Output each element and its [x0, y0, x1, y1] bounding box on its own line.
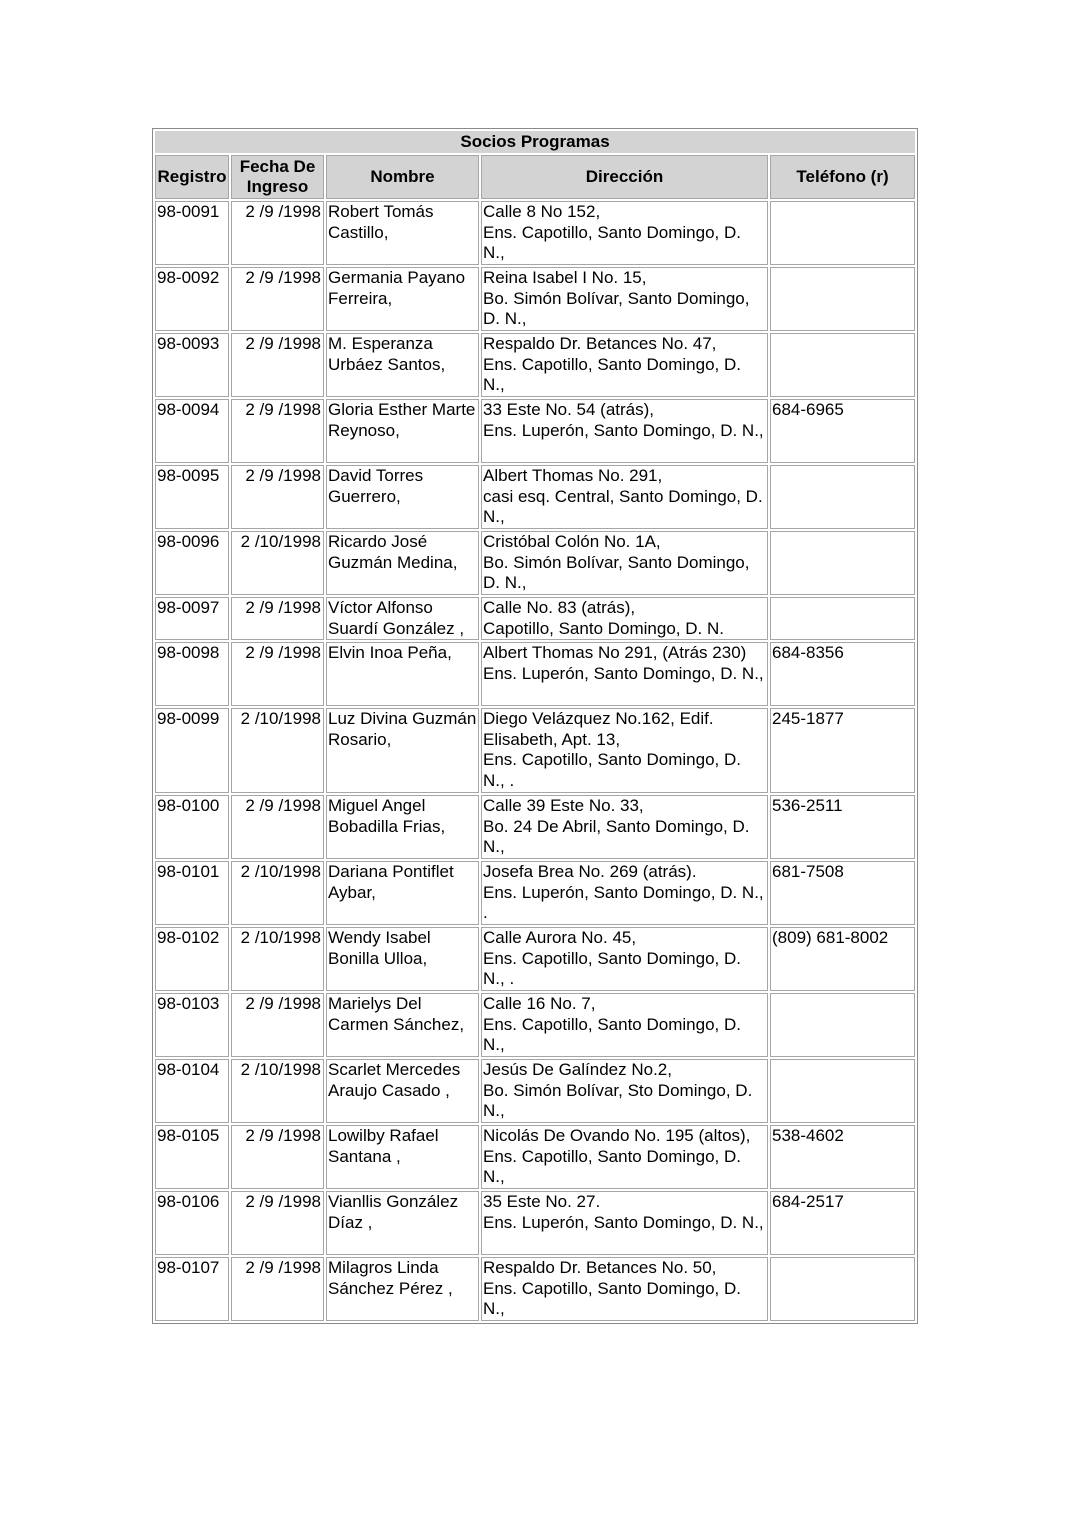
- cell-direccion: [481, 708, 768, 793]
- table-row: [155, 333, 915, 397]
- cell-telefono: [770, 531, 915, 595]
- cell-telefono: (809) 681-8002: [770, 927, 915, 991]
- cell-nombre: Dariana Pontiflet Aybar,: [326, 861, 479, 925]
- cell-nombre: Víctor Alfonso Suardí González ,: [326, 597, 479, 640]
- cell-registro: 98-0104: [155, 1059, 229, 1123]
- cell-nombre: M. Esperanza Urbáez Santos,: [326, 333, 479, 397]
- address-line-2: Bo. Simón Bolívar, Santo Domingo, D. N.,: [483, 288, 750, 328]
- cell-direccion: [481, 1125, 768, 1189]
- address-line-1: Nicolás De Ovando No. 195 (altos),: [483, 1126, 751, 1145]
- address-line-1: Albert Thomas No. 291,: [483, 466, 663, 485]
- cell-direccion: [481, 267, 768, 331]
- cell-telefono: [770, 333, 915, 397]
- cell-fecha: 2 /9 /1998: [231, 597, 324, 640]
- address-line-1: Calle Aurora No. 45,: [483, 928, 637, 947]
- cell-telefono: [770, 465, 915, 529]
- address-line-1: Calle 39 Este No. 33,: [483, 796, 644, 815]
- cell-direccion: [481, 927, 768, 991]
- cell-telefono: [770, 201, 915, 265]
- table-row: [155, 795, 915, 859]
- cell-fecha: 2 /9 /1998: [231, 642, 324, 706]
- cell-nombre: Scarlet Mercedes Araujo Casado ,: [326, 1059, 479, 1123]
- address-line-2: Ens. Capotillo, Santo Domingo, D. N.,: [483, 354, 741, 394]
- table-row: [155, 399, 915, 463]
- cell-fecha: 2 /9 /1998: [231, 1191, 324, 1255]
- table-row: [155, 1191, 915, 1255]
- address-line-1: Josefa Brea No. 269 (atrás).: [483, 862, 697, 881]
- cell-fecha: 2 /10/1998: [231, 927, 324, 991]
- table-row: [155, 993, 915, 1057]
- address-line-1: Albert Thomas No 291, (Atrás 230): [483, 643, 747, 662]
- cell-fecha: 2 /10/1998: [231, 708, 324, 793]
- address-line-1: Diego Velázquez No.162, Edif. Elisabeth, Apt. 13,: [483, 709, 714, 749]
- cell-fecha: 2 /9 /1998: [231, 993, 324, 1057]
- address-line-1: Calle 16 No. 7,: [483, 994, 596, 1013]
- cell-nombre: Wendy Isabel Bonilla Ulloa,: [326, 927, 479, 991]
- cell-telefono: [770, 267, 915, 331]
- cell-registro: 98-0106: [155, 1191, 229, 1255]
- table-row: [155, 531, 915, 595]
- cell-direccion: [481, 531, 768, 595]
- cell-fecha: 2 /9 /1998: [231, 465, 324, 529]
- table-row: [155, 267, 915, 331]
- address-line-2: Ens. Capotillo, Santo Domingo, D. N.,: [483, 1014, 741, 1054]
- table-row: [155, 708, 915, 793]
- socios-table: [152, 128, 918, 1324]
- cell-telefono: 684-6965: [770, 399, 915, 463]
- cell-nombre: Gloria Esther Marte Reynoso,: [326, 399, 479, 463]
- cell-telefono: 684-2517: [770, 1191, 915, 1255]
- address-line-1: Jesús De Galíndez No.2,: [483, 1060, 672, 1079]
- cell-registro: 98-0105: [155, 1125, 229, 1189]
- address-line-2: Ens. Capotillo, Santo Domingo, D. N., .: [483, 750, 741, 790]
- cell-direccion: [481, 1191, 768, 1255]
- cell-direccion: [481, 861, 768, 925]
- cell-registro: 98-0098: [155, 642, 229, 706]
- cell-registro: 98-0095: [155, 465, 229, 529]
- cell-registro: 98-0097: [155, 597, 229, 640]
- cell-registro: 98-0094: [155, 399, 229, 463]
- cell-telefono: 536-2511: [770, 795, 915, 859]
- address-line-2: Ens. Capotillo, Santo Domingo, D. N.,: [483, 1278, 741, 1318]
- cell-fecha: 2 /10/1998: [231, 1059, 324, 1123]
- table-row: [155, 1059, 915, 1123]
- cell-registro: 98-0102: [155, 927, 229, 991]
- cell-telefono: [770, 993, 915, 1057]
- cell-telefono: [770, 597, 915, 640]
- cell-direccion: [481, 1257, 768, 1321]
- cell-nombre: Ricardo José Guzmán Medina,: [326, 531, 479, 595]
- cell-telefono: 681-7508: [770, 861, 915, 925]
- address-line-1: Respaldo Dr. Betances No. 47,: [483, 334, 717, 353]
- cell-fecha: 2 /9 /1998: [231, 399, 324, 463]
- address-line-2: Bo. 24 De Abril, Santo Domingo, D. N.,: [483, 816, 750, 856]
- cell-direccion: [481, 795, 768, 859]
- address-line-1: Cristóbal Colón No. 1A,: [483, 532, 661, 551]
- cell-fecha: 2 /9 /1998: [231, 201, 324, 265]
- cell-direccion: [481, 993, 768, 1057]
- table-row: [155, 597, 915, 640]
- cell-nombre: David Torres Guerrero,: [326, 465, 479, 529]
- table-row: [155, 642, 915, 706]
- header-telefono: Teléfono (r): [770, 155, 915, 199]
- cell-nombre: Miguel Angel Bobadilla Frias,: [326, 795, 479, 859]
- cell-direccion: [481, 642, 768, 706]
- cell-registro: 98-0096: [155, 531, 229, 595]
- cell-nombre: Lowilby Rafael Santana ,: [326, 1125, 479, 1189]
- table-row: [155, 201, 915, 265]
- cell-telefono: 538-4602: [770, 1125, 915, 1189]
- table-row: [155, 927, 915, 991]
- cell-fecha: 2 /10/1998: [231, 531, 324, 595]
- cell-nombre: Milagros Linda Sánchez Pérez ,: [326, 1257, 479, 1321]
- cell-direccion: [481, 597, 768, 640]
- cell-registro: 98-0092: [155, 267, 229, 331]
- address-line-2: Ens. Luperón, Santo Domingo, D. N.,: [483, 1212, 764, 1232]
- table-body: [155, 201, 915, 1321]
- cell-fecha: 2 /9 /1998: [231, 795, 324, 859]
- cell-direccion: [481, 465, 768, 529]
- cell-nombre: Elvin Inoa Peña,: [326, 642, 479, 706]
- address-line-1: Calle 8 No 152,: [483, 202, 601, 221]
- cell-nombre: Robert Tomás Castillo,: [326, 201, 479, 265]
- address-line-1: Respaldo Dr. Betances No. 50,: [483, 1258, 717, 1277]
- cell-nombre: Vianllis González Díaz ,: [326, 1191, 479, 1255]
- cell-direccion: [481, 333, 768, 397]
- address-line-2: Capotillo, Santo Domingo, D. N.: [483, 618, 724, 638]
- cell-direccion: [481, 1059, 768, 1123]
- address-line-2: Ens. Luperón, Santo Domingo, D. N.,: [483, 420, 764, 440]
- header-nombre: Nombre: [326, 155, 479, 199]
- table-row: [155, 1125, 915, 1189]
- address-line-2: Ens. Luperón, Santo Domingo, D. N., .: [483, 882, 764, 922]
- cell-telefono: 245-1877: [770, 708, 915, 793]
- table-row: [155, 861, 915, 925]
- cell-direccion: [481, 201, 768, 265]
- address-line-2: Ens. Luperón, Santo Domingo, D. N.,: [483, 663, 764, 683]
- cell-registro: 98-0107: [155, 1257, 229, 1321]
- cell-registro: 98-0100: [155, 795, 229, 859]
- cell-registro: 98-0091: [155, 201, 229, 265]
- cell-fecha: 2 /10/1998: [231, 861, 324, 925]
- cell-registro: 98-0101: [155, 861, 229, 925]
- address-line-2: Bo. Simón Bolívar, Sto Domingo, D. N.,: [483, 1080, 753, 1120]
- cell-fecha: 2 /9 /1998: [231, 1125, 324, 1189]
- header-fecha: Fecha De Ingreso: [231, 155, 324, 199]
- header-registro: Registro: [155, 155, 229, 199]
- table-title: Socios Programas: [155, 131, 915, 153]
- cell-telefono: 684-8356: [770, 642, 915, 706]
- cell-nombre: Luz Divina Guzmán Rosario,: [326, 708, 479, 793]
- cell-fecha: 2 /9 /1998: [231, 267, 324, 331]
- cell-nombre: Marielys Del Carmen Sánchez,: [326, 993, 479, 1057]
- table-row: [155, 1257, 915, 1321]
- address-line-1: 35 Este No. 27.: [483, 1192, 601, 1211]
- address-line-2: Ens. Capotillo, Santo Domingo, D. N.,: [483, 1146, 741, 1186]
- address-line-2: Bo. Simón Bolívar, Santo Domingo, D. N.,: [483, 552, 750, 592]
- header-direccion: Dirección: [481, 155, 768, 199]
- address-line-2: casi esq. Central, Santo Domingo, D. N.,: [483, 486, 763, 526]
- address-line-2: Ens. Capotillo, Santo Domingo, D. N.,: [483, 222, 741, 262]
- address-line-1: Reina Isabel I No. 15,: [483, 268, 647, 287]
- address-line-2: Ens. Capotillo, Santo Domingo, D. N., .: [483, 948, 741, 988]
- cell-fecha: 2 /9 /1998: [231, 1257, 324, 1321]
- address-line-1: Calle No. 83 (atrás),: [483, 598, 636, 617]
- cell-direccion: [481, 399, 768, 463]
- cell-nombre: Germania Payano Ferreira,: [326, 267, 479, 331]
- cell-registro: 98-0103: [155, 993, 229, 1057]
- table-row: [155, 465, 915, 529]
- address-line-1: 33 Este No. 54 (atrás),: [483, 400, 655, 419]
- cell-telefono: [770, 1059, 915, 1123]
- cell-registro: 98-0093: [155, 333, 229, 397]
- cell-telefono: [770, 1257, 915, 1321]
- cell-fecha: 2 /9 /1998: [231, 333, 324, 397]
- cell-registro: 98-0099: [155, 708, 229, 793]
